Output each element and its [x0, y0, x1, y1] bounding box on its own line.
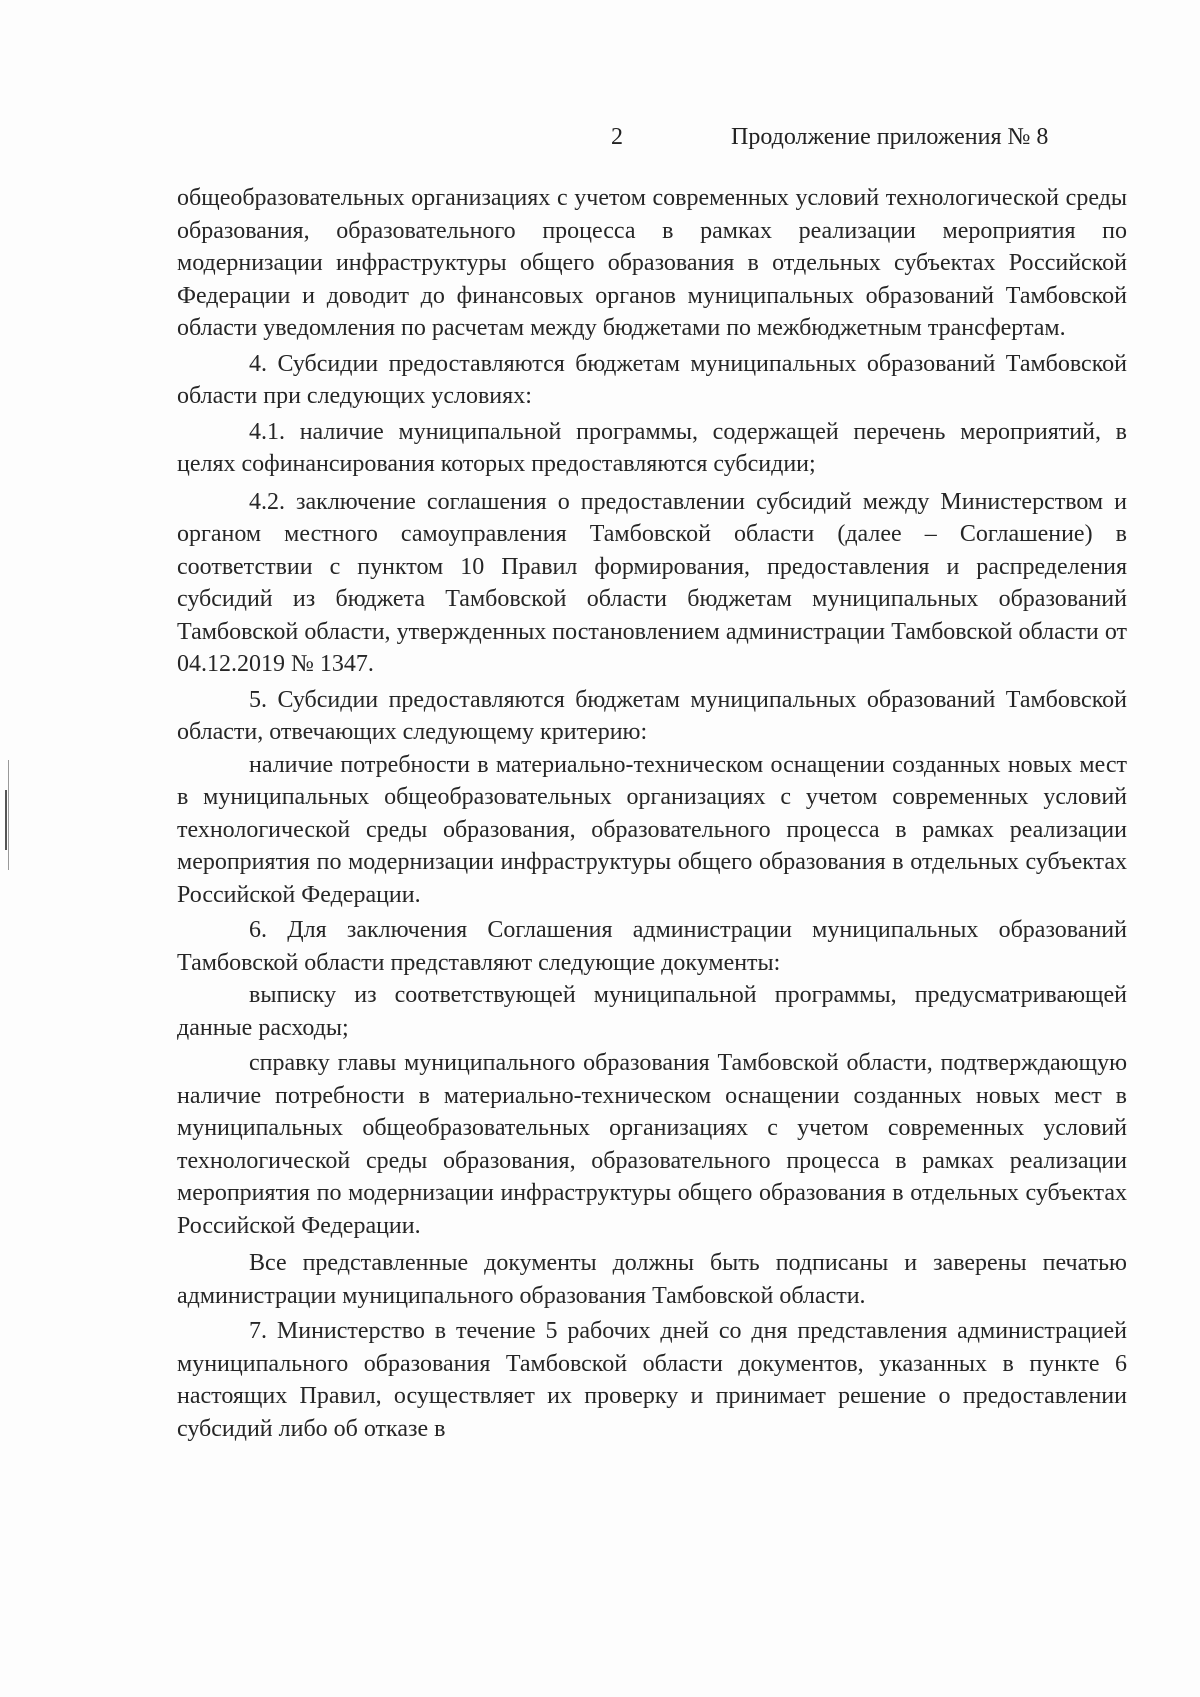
- paragraph: справку главы муниципального образования Тамбовской области, подтверждающую наличие потребности в материально-техническом оснащении созданных новых мест в муниципальных общеобразовательных организациях с учетом современных условий технологической среды образования, образовательного процесса в рамках реализации мероприятия по модернизации инфраструктуры общего образования в отдельных субъектах Российской Федерации.: [177, 1050, 1127, 1239]
- paragraph: общеобразовательных организациях с учетом современных условий технологической среды образования, образовательного процесса в рамках реализации мероприятия по модернизации инфраструктуры общего образования в отдельных субъектах Российской Федерации и доводит до финансовых органов муниципальных образований Тамбовской области уведомления по расчетам между бюджетами по межбюджетным трансфертам.: [177, 185, 1127, 341]
- paragraph: Все представленные документы должны быть подписаны и заверены печатью администрации муниципального образования Тамбовской области.: [177, 1250, 1127, 1309]
- paragraph: 7. Министерство в течение 5 рабочих дней со дня представления администрацией муниципального образования Тамбовской области документов, указанных в пункте 6 настоящих Правил, осуществляет их проверку и принимает решение о предоставлении субсидий либо об отказе в: [177, 1318, 1127, 1442]
- paragraph: 5. Субсидии предоставляются бюджетам муниципальных образований Тамбовской области, отвечающих следующему критерию:: [177, 686, 1127, 745]
- paragraph: 4.1. наличие муниципальной программы, содержащей перечень мероприятий, в целях софинансирования которых предоставляются субсидии;: [177, 418, 1127, 477]
- scan-artifact-mark: [8, 760, 9, 870]
- paragraph: выписку из соответствующей муниципальной программы, предусматривающей данные расходы;: [177, 982, 1127, 1041]
- document-body: [177, 182, 1127, 1445]
- paragraph: 4. Субсидии предоставляются бюджетам муниципальных образований Тамбовской области при следующих условиях:: [177, 350, 1127, 409]
- page-number: 2: [611, 124, 623, 150]
- paragraph: 4.2. заключение соглашения о предоставлении субсидий между Министерством и органом местного самоуправления Тамбовской области (далее – Соглашение) в соответствии с пунктом 10 Правил формирования, предоставления и распределения субсидий из бюджета Тамбовской области бюджетам муниципальных образований Тамбовской области, утвержденных постановлением администрации Тамбовской области от 04.12.2019 № 1347.: [177, 488, 1127, 677]
- page-header: [0, 124, 1200, 164]
- paragraph: 6. Для заключения Соглашения администрации муниципальных образований Тамбовской области представляют следующие документы:: [177, 917, 1127, 976]
- appendix-continuation-label: Продолжение приложения № 8: [731, 124, 1049, 150]
- scan-artifact-mark: [5, 790, 7, 850]
- paragraph: наличие потребности в материально-техническом оснащении созданных новых мест в муниципальных общеобразовательных организациях с учетом современных условий технологической среды образования, образовательного процесса в рамках реализации мероприятия по модернизации инфраструктуры общего образования в отдельных субъектах Российской Федерации.: [177, 751, 1127, 908]
